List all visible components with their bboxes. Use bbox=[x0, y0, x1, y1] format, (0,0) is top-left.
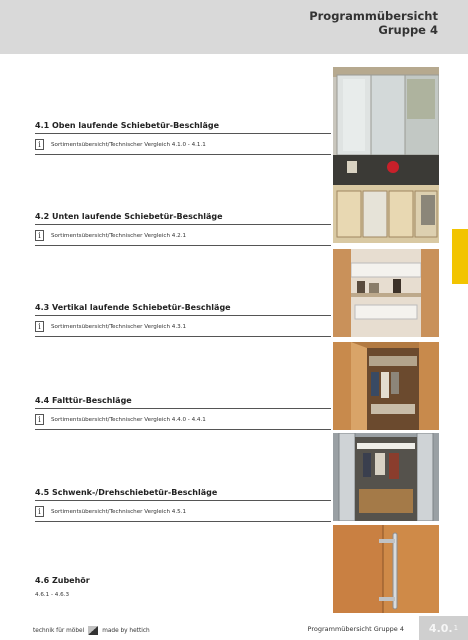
section-title: 4.6 Zubehör bbox=[35, 576, 90, 585]
vertical-sliding-cabinet-photo bbox=[333, 249, 439, 337]
section-title: 4.3 Vertikal laufende Schiebetür-Beschläge bbox=[35, 303, 331, 316]
info-link[interactable] bbox=[35, 229, 331, 242]
info-link[interactable] bbox=[35, 413, 331, 426]
divider bbox=[35, 429, 331, 430]
section-4-6 bbox=[35, 576, 331, 598]
footer-caption: Programmübersicht Gruppe 4 bbox=[307, 625, 404, 633]
info-icon: i bbox=[35, 139, 44, 150]
lowboard-sliding-doors-photo bbox=[333, 155, 439, 243]
header-title-line2: Gruppe 4 bbox=[378, 23, 438, 37]
page-header bbox=[0, 0, 468, 54]
brand-left-text: technik für möbel bbox=[33, 627, 85, 634]
section-4-3 bbox=[35, 303, 331, 337]
info-icon: i bbox=[35, 321, 44, 332]
section-4-4 bbox=[35, 396, 331, 430]
section-4-1 bbox=[35, 121, 331, 155]
swing-slide-door-wardrobe-photo bbox=[333, 433, 439, 521]
info-text: Sortimentsübersicht/Technischer Vergleich 4.1.0 - 4.1.1 bbox=[51, 141, 206, 148]
sliding-door-wardrobe-photo bbox=[333, 67, 439, 155]
divider bbox=[35, 336, 331, 337]
range-text: 4.6.1 - 4.6.3 bbox=[35, 592, 70, 598]
info-icon: i bbox=[35, 414, 44, 425]
info-link[interactable] bbox=[35, 505, 331, 518]
info-link[interactable] bbox=[35, 320, 331, 333]
page-number-sub: 1 bbox=[453, 624, 459, 632]
door-handle-accessory-photo bbox=[333, 525, 439, 613]
page-number-main: 4.0. bbox=[428, 621, 453, 635]
info-link[interactable] bbox=[35, 138, 331, 151]
divider bbox=[35, 245, 331, 246]
brand-right-text: made by hettich bbox=[102, 627, 150, 634]
info-text: Sortimentsübersicht/Technischer Vergleich 4.5.1 bbox=[51, 508, 187, 515]
info-icon: i bbox=[35, 506, 44, 517]
section-title: 4.2 Unten laufende Schiebetür-Beschläge bbox=[35, 212, 331, 225]
info-text: Sortimentsübersicht/Technischer Vergleich 4.4.0 - 4.4.1 bbox=[51, 416, 206, 423]
folding-door-wardrobe-photo bbox=[333, 342, 439, 430]
page-footer bbox=[0, 616, 468, 640]
info-text: Sortimentsübersicht/Technischer Vergleich 4.2.1 bbox=[51, 232, 187, 239]
section-4-2 bbox=[35, 212, 331, 246]
divider bbox=[35, 154, 331, 155]
section-title: 4.5 Schwenk-/Drehschiebetür-Beschläge bbox=[35, 488, 331, 501]
section-4-5 bbox=[35, 488, 331, 522]
info-text: Sortimentsübersicht/Technischer Vergleich 4.3.1 bbox=[51, 323, 187, 330]
chapter-tab bbox=[452, 229, 468, 284]
section-title: 4.1 Oben laufende Schiebetür-Beschläge bbox=[35, 121, 331, 134]
info-icon: i bbox=[35, 230, 44, 241]
header-title bbox=[309, 9, 438, 37]
section-title: 4.4 Falttür-Beschläge bbox=[35, 396, 331, 409]
page-number bbox=[419, 616, 468, 640]
header-title-line1: Programmübersicht bbox=[309, 9, 438, 23]
divider bbox=[35, 521, 331, 522]
